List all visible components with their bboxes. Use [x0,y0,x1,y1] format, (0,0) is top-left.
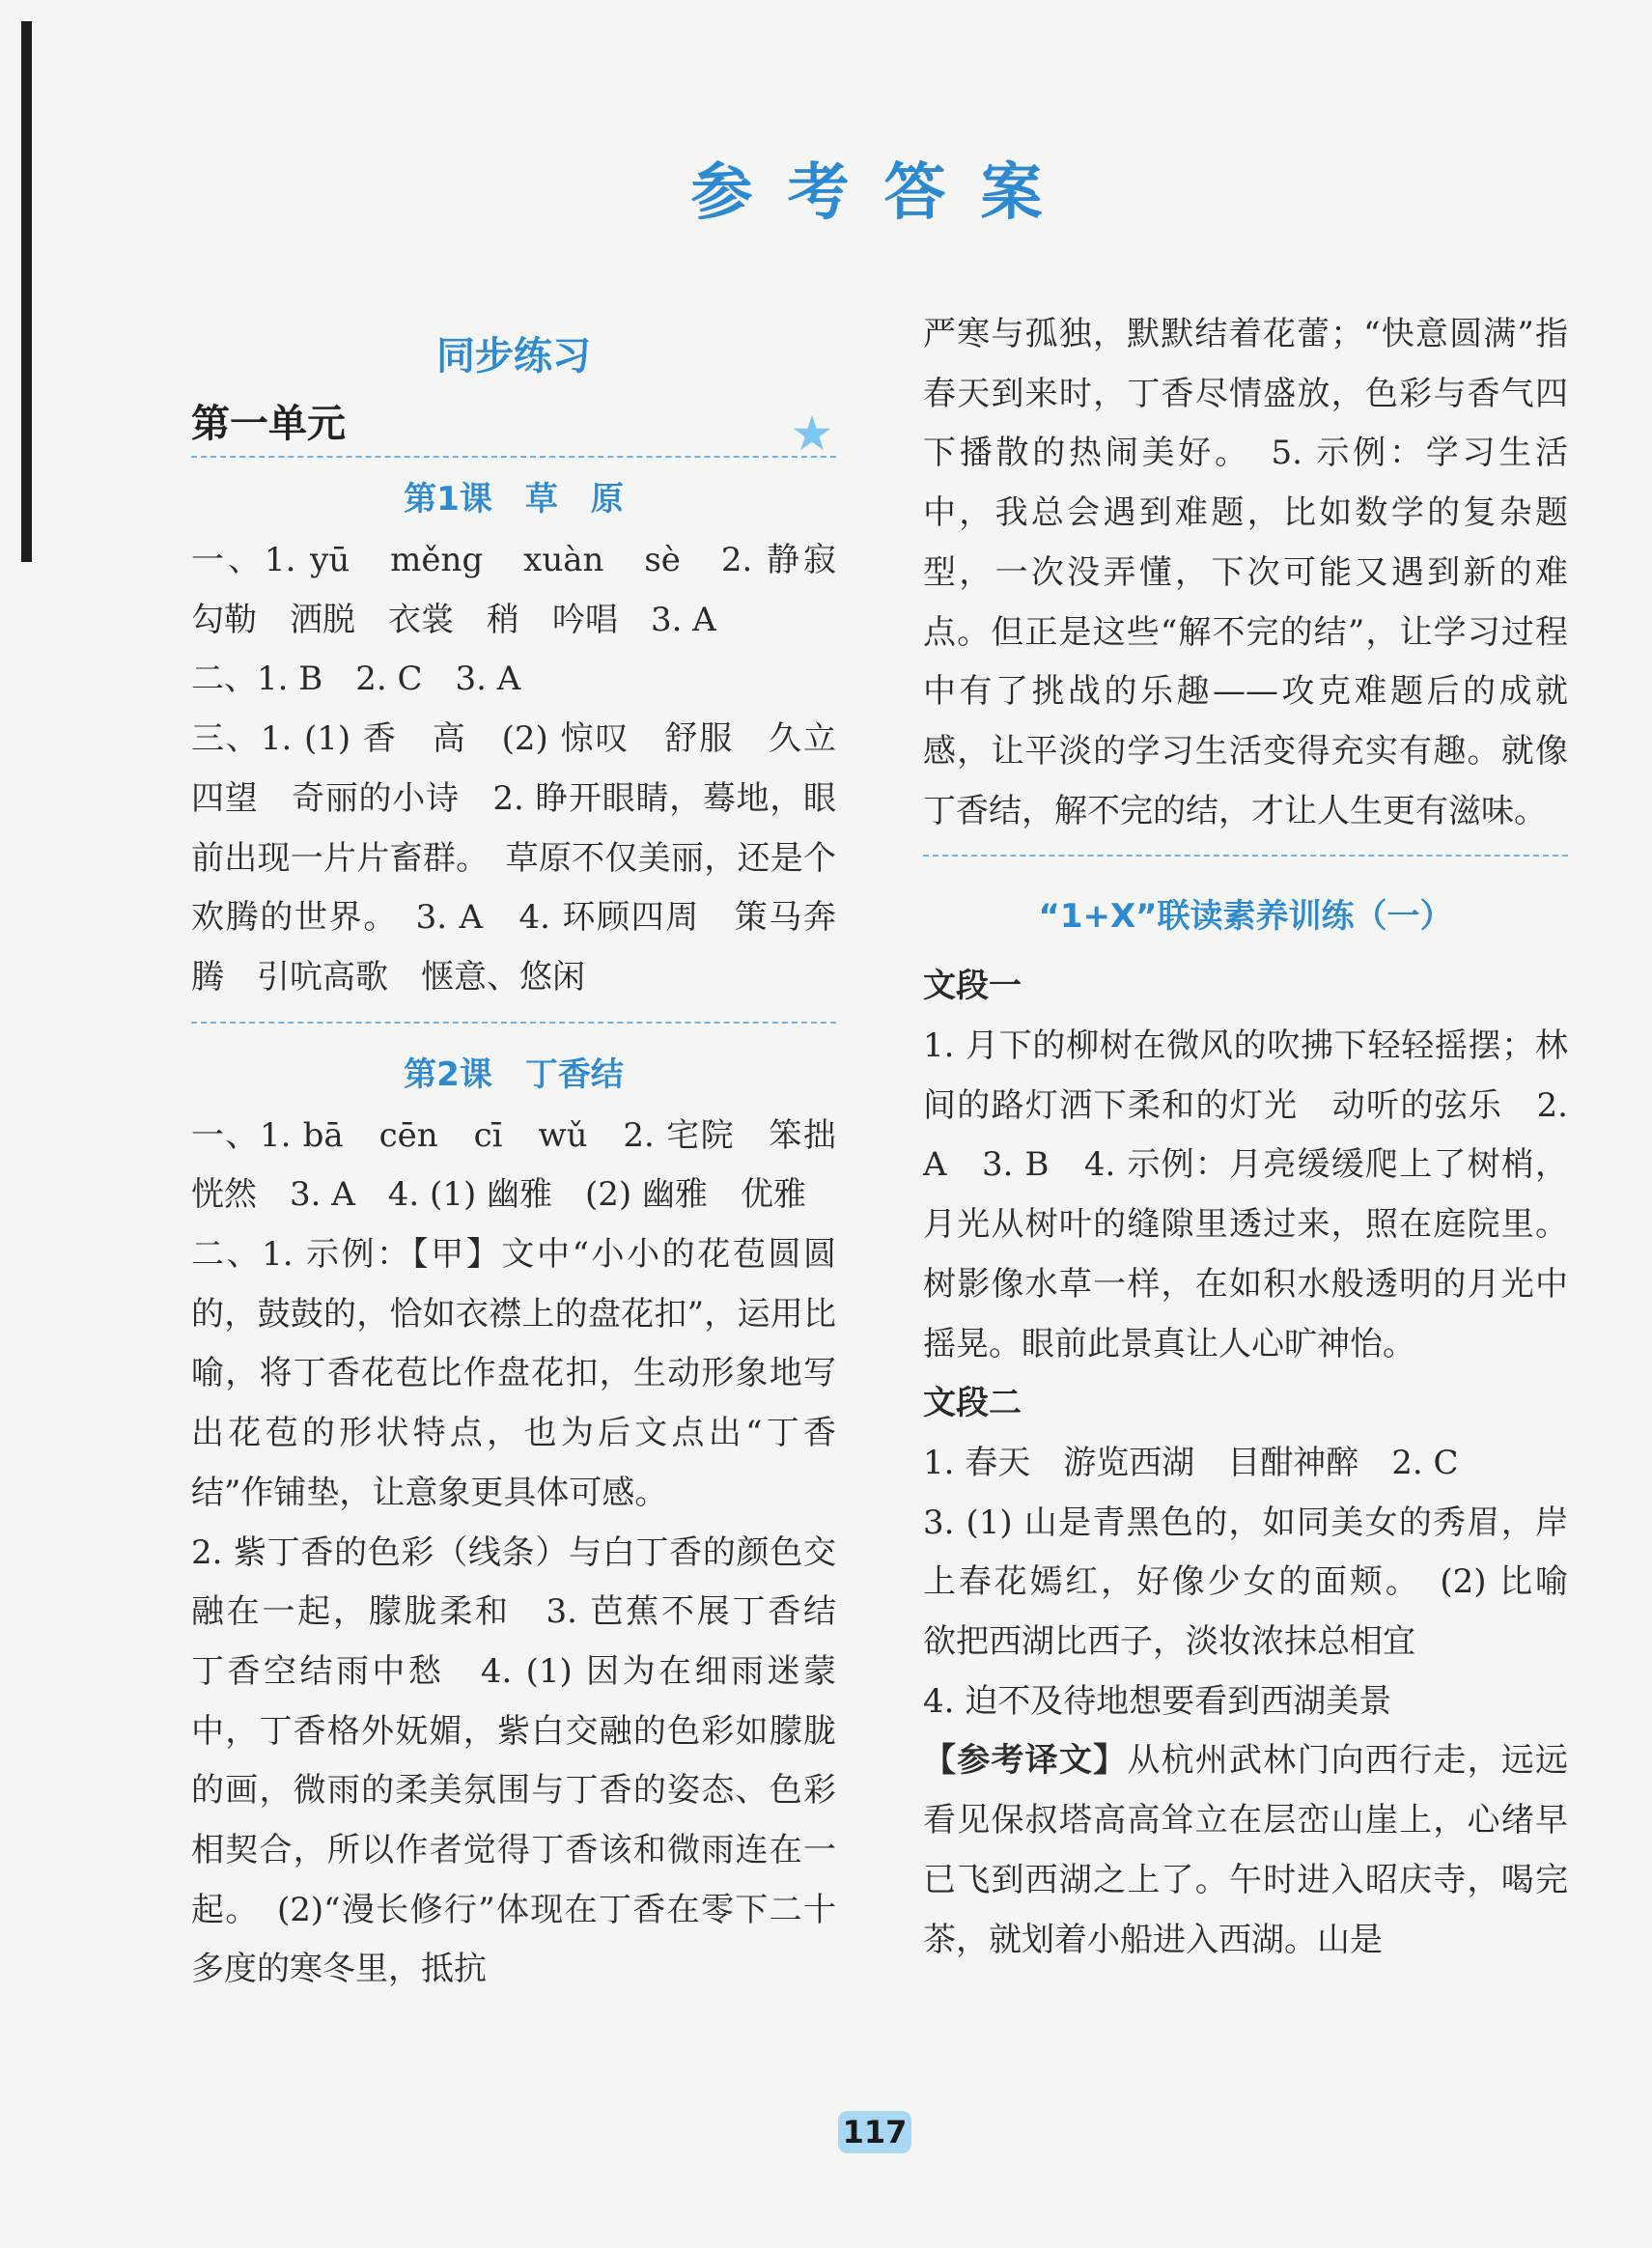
right-column [923,305,1601,1970]
lesson-1-answer-2: 二、1. B 2. C 3. A [191,660,521,699]
page-title: 参考答案 [690,157,1078,229]
passage-2-title: 文段二 [923,1384,1022,1423]
left-column [191,321,869,2000]
reference-translation [923,1731,1568,1970]
lesson-2-answer-3: 2. 紫丁香的色彩（线条）与白丁香的颜色交融在一起，朦胧柔和 3. 芭蕉不展丁香结 丁香空结雨中愁 4. (1) 因为在细雨迷蒙中，丁香格外妩媚，紫白交融的色彩如朦胧的画，微雨的柔美氛围与丁香的姿态、色彩相契合，所以作者觉得丁香该和微雨连在一起。 (2)“漫长修行”体现在丁香在零下二十多度的寒冬里，抵抗 [191,1532,869,1989]
unit-title [191,392,836,462]
passage-1-answers: 1. 月下的柳树在微风的吹拂下轻轻摇摆；林间的路灯洒下柔和的灯光 动听的弦乐 2. A 3. B 4. 示例：月亮缓缓爬上了树梢，月光从树叶的缝隙里透过来，照在庭院里。树影像水草一样，在如积水般透明的月光中摇晃。眼前此景真让人心旷神怡。 [923,1026,1568,1363]
passage-1-title: 文段一 [923,967,1022,1006]
lesson-2-answer-2: 二、1. 示例：【甲】文中“小小的花苞圆圆的，鼓鼓的，恰如衣襟上的盘花扣”，运用比喻，将丁香花苞比作盘花扣，生动形象地写出花苞的形状特点，也为后文点出“丁香结”作铺垫，让意象更具体可感。 [191,1235,836,1512]
translation-text: 从杭州武林门向西行走，远远看见保叔塔高高耸立在层峦山崖上，心绪早已飞到西湖之上了。午时进入昭庆寺，喝完茶，就划着小船进入西湖。山是 [923,1741,1569,1959]
passage-2-answer-1: 1. 春天 游览西湖 目酣神醉 2. C [923,1443,1459,1482]
translation-label: 【参考译文】 [923,1741,1128,1781]
joint-reading-title: “1+X”联读素养训练（一） [1038,897,1453,937]
passage-2-answer-2: 3. (1) 山是青黑色的，如同美女的秀眉，岸上春花嫣红，好像少女的面颊。 (2) 比喻 欲把西湖比西子，淡妆浓抹总相宜 [923,1503,1601,1662]
lesson-2-title: 第2课 丁香结 [404,1054,624,1094]
binding-edge [21,21,32,562]
page-number: 117 [838,2111,911,2153]
lesson-1-answer-3: 三、1. (1) 香 高 (2) 惊叹 舒服 久立四望 奇丽的小诗 2. 睁开眼睛，蓦地，眼前出现一片片畜群。 草原不仅美丽，还是个欢腾的世界。 3. A 4. 环顾四周 策马奔腾 引吭高歌 惬意、悠闲 [191,719,836,997]
divider [923,855,1568,857]
section-title: 同步练习 [436,334,591,379]
star-icon: ★ [790,406,834,462]
divider [191,1022,836,1024]
lesson-1-title: 第1课 草 原 [404,480,624,519]
lesson-2-answer-1: 一、1. bā cēn cī wǔ 2. 宅院 笨拙 恍然 3. A 4. (1) 幽雅 (2) 幽雅 优雅 [191,1115,869,1215]
unit-title-text: 第一单元 [191,402,346,446]
lesson-2-continuation: 严寒与孤独，默默结着花蕾；“快意圆满”指春天到来时，丁香尽情盛放，色彩与香气四下播散的热闹美好。 5. 示例：学习生活中，我总会遇到难题，比如数学的复杂题型，一次没弄懂，下次可能又遇到新的难点。但正是这些“解不完的结”，让学习过程中有了挑战的乐趣——攻克难题后的成就感，让平淡的学习生活变得充实有趣。就像丁香结，解不完的结，才让人生更有滋味。 [923,315,1568,830]
passage-2-answer-3: 4. 迫不及待地想要看到西湖美景 [923,1681,1392,1721]
lesson-1-answer-1: 一、1. yū měng xuàn sè 2. 静寂 勾勒 洒脱 衣裳 稍 吟唱 3. A [191,541,869,639]
